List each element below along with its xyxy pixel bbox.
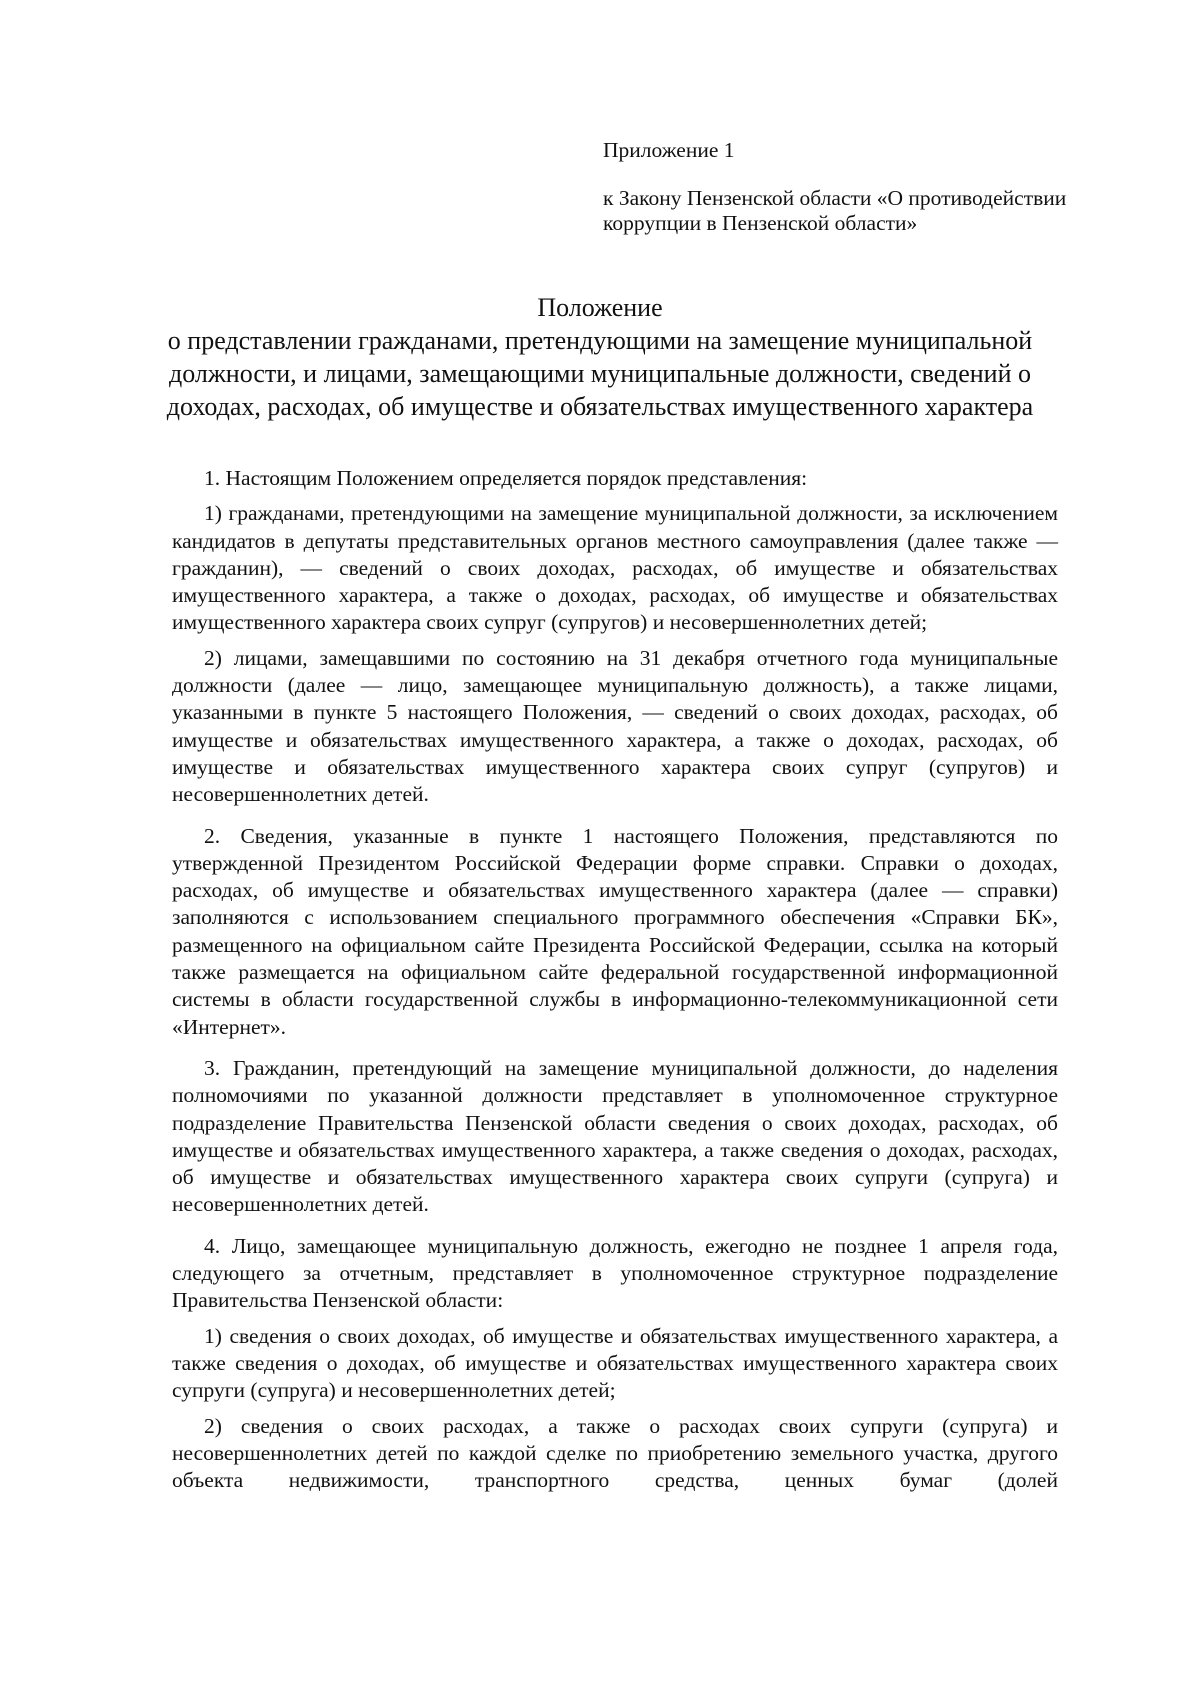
appendix-header: [603, 138, 1123, 236]
document-body: [172, 465, 1058, 1502]
appendix-reference: к Закону Пензенской области «О противодействии коррупции в Пензенской области»: [603, 186, 1067, 235]
document-subtitle: о представлении гражданами, претендующими на замещение муниципальной должности, и лицами, замещающими муниципальные должности, сведений о доходах, расходах, об имуществе и обязательствах имущественного характера: [166, 326, 1034, 421]
document-title: Положение: [537, 293, 663, 322]
paragraph-1-item-1: 1) гражданами, претендующими на замещение муниципальной должности, за исключением кандидатов в депутаты представительных органов местного самоуправления (далее также — гражданин), — сведений о своих доходах, расходах, об имуществе и обязательствах имущественного характера, а также о доходах, расходах, об имуществе и обязательствах имущественного характера своих супруг (супругов) и несовершеннолетних детей;: [172, 501, 1058, 635]
paragraph-4-item-2: 2) сведения о своих расходах, а также о расходах своих супруги (супруга) и несовершеннолетних детей по каждой сделке по приобретению земельного участка, другого объекта недвижимости, транспортного средства, ценных бумаг (долей: [172, 1413, 1058, 1493]
paragraph-3: 3. Гражданин, претендующий на замещение муниципальной должности, до наделения полномочиями по указанной должности представляет в уполномоченное структурное подразделение Правительства Пензенской области сведения о своих доходах, расходах, об имуществе и обязательствах имущественного характера, а также сведения о доходах, расходах, об имуществе и обязательствах имущественного характера своих супруги (супруга) и несовершеннолетних детей.: [172, 1055, 1058, 1217]
paragraph-1-item-2: 2) лицами, замещавшими по состоянию на 31 декабря отчетного года муниципальные должности (далее — лицо, замещающее муниципальную должность), а также лицами, указанными в пункте 5 настоящего Положения, — сведений о своих доходах, расходах, об имуществе и обязательствах имущественного характера, а также о доходах, расходах, об имуществе и обязательствах имущественного характера своих супруг (супругов) и несовершеннолетних детей.: [172, 645, 1058, 807]
paragraph-2: 2. Сведения, указанные в пункте 1 настоящего Положения, представляются по утвержденной Президентом Российской Федерации форме справки. Справки о доходах, расходах, об имуществе и обязательствах имущественного характера (далее — справки) заполняются с использованием специального программного обеспечения «Справки БК», размещенного на официальном сайте Президента Российской Федерации, ссылка на который также размещается на официальном сайте федеральной государственной информационной системы в области государственной службы в информационно-телекоммуникационной сети «Интернет».: [172, 823, 1058, 1039]
paragraph-4-item-1: 1) сведения о своих доходах, об имуществе и обязательствах имущественного характера, а также сведения о доходах, об имуществе и обязательствах имущественного характера своих супруги (супруга) и несовершеннолетних детей;: [172, 1323, 1058, 1403]
appendix-number: Приложение 1: [603, 138, 735, 162]
paragraph-4: 4. Лицо, замещающее муниципальную должность, ежегодно не позднее 1 апреля года, следующего за отчетным, представляет в уполномоченное структурное подразделение Правительства Пензенской области:: [172, 1233, 1058, 1313]
paragraph-1: 1. Настоящим Положением определяется порядок представления:: [204, 466, 808, 490]
document-title-block: [140, 291, 1060, 423]
